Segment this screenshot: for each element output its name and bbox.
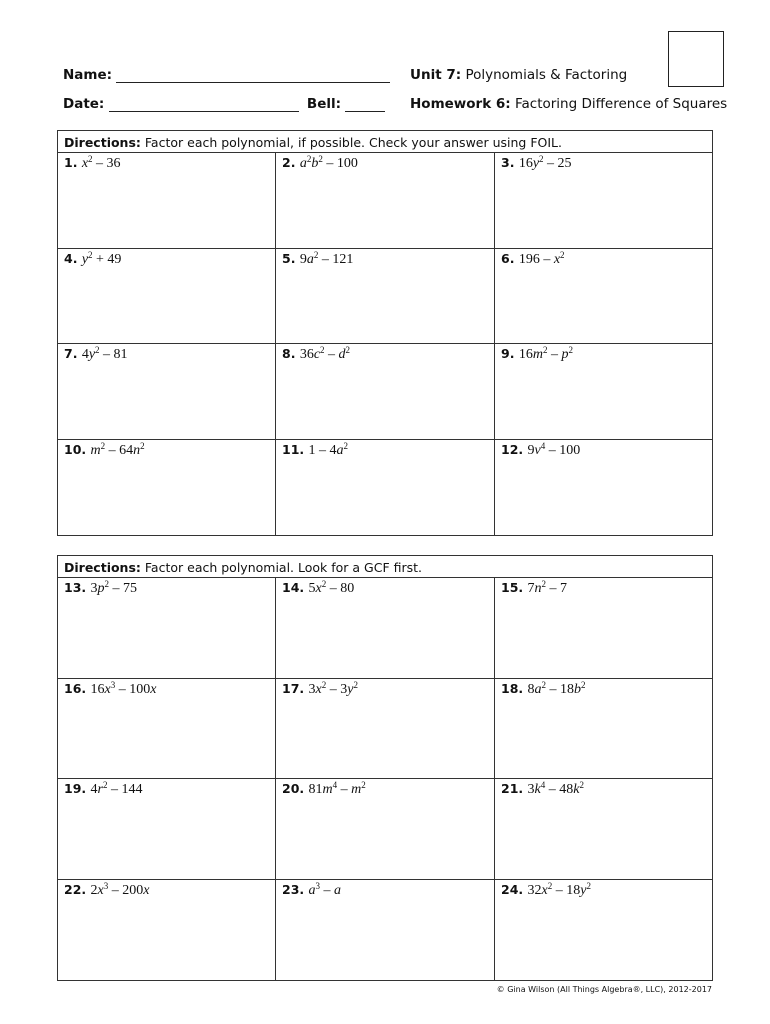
problem-number: 6. bbox=[501, 250, 519, 266]
directions-text: Factor each polynomial. Look for a GCF first. bbox=[144, 560, 423, 575]
problem-expression: $8a^2 - 18b^2$ bbox=[527, 679, 586, 697]
homework-title bbox=[410, 96, 727, 112]
problem-number: 3. bbox=[501, 155, 519, 170]
problem-number: 2. bbox=[282, 155, 300, 170]
problem-number: 23. bbox=[282, 881, 309, 897]
problem-expression: $m^2 - 64n^2$ bbox=[90, 440, 145, 458]
problem-number: 20. bbox=[282, 781, 309, 796]
problem-cell[interactable] bbox=[276, 344, 495, 440]
problem-expression: $196 - x^2$ bbox=[518, 249, 565, 267]
name-row bbox=[63, 67, 390, 83]
problem-number: 17. bbox=[282, 680, 309, 696]
problem-number: 15. bbox=[501, 580, 528, 595]
problem-number: 12. bbox=[501, 441, 528, 457]
problem-number: 7. bbox=[64, 346, 82, 361]
homework-label: Homework 6: bbox=[410, 96, 511, 112]
problem-grid-1 bbox=[58, 153, 712, 535]
problem-expression: $3x^2 - 3y^2$ bbox=[308, 679, 358, 697]
problem-expression: $y^2 + 49$ bbox=[81, 249, 122, 267]
problem-cell[interactable] bbox=[58, 440, 276, 536]
unit-name: Polynomials & Factoring bbox=[465, 67, 628, 83]
problem-cell[interactable] bbox=[276, 440, 495, 536]
problem-expression: $5x^2 - 80$ bbox=[308, 579, 355, 596]
homework-name: Factoring Difference of Squares bbox=[514, 96, 728, 112]
problem-expression: $9a^2 - 121$ bbox=[299, 249, 354, 267]
problem-cell[interactable] bbox=[495, 249, 712, 345]
section-2-table bbox=[57, 555, 713, 981]
unit-label: Unit 7: bbox=[410, 67, 462, 83]
problem-cell[interactable] bbox=[495, 153, 712, 249]
problem-cell[interactable] bbox=[495, 440, 712, 536]
problem-expression: $a^2b^2 - 100$ bbox=[299, 154, 358, 171]
problem-cell[interactable] bbox=[495, 779, 712, 880]
problem-cell[interactable] bbox=[276, 153, 495, 249]
problem-expression: $a^3$ – a bbox=[308, 880, 341, 898]
problem-number: 1. bbox=[64, 155, 82, 170]
section-1-directions bbox=[58, 131, 712, 153]
problem-number: 4. bbox=[64, 250, 82, 266]
problem-number: 21. bbox=[501, 781, 528, 796]
problem-cell[interactable] bbox=[58, 679, 276, 780]
problem-cell[interactable] bbox=[495, 880, 712, 981]
problem-number: 13. bbox=[64, 580, 91, 595]
problem-number: 9. bbox=[501, 346, 519, 361]
problem-number: 8. bbox=[282, 346, 300, 361]
problem-number: 16. bbox=[64, 680, 91, 696]
problem-cell[interactable] bbox=[276, 578, 495, 679]
problem-number: 18. bbox=[501, 680, 528, 696]
problem-cell[interactable] bbox=[276, 249, 495, 345]
problem-expression: $16m^2 - p^2$ bbox=[518, 345, 573, 362]
problem-number: 10. bbox=[64, 441, 91, 457]
directions-text: Factor each polynomial, if possible. Check your answer using FOIL. bbox=[144, 135, 562, 150]
problem-number: 22. bbox=[64, 881, 91, 897]
problem-expression: $4r^2 - 144$ bbox=[90, 780, 143, 797]
problem-cell[interactable] bbox=[58, 779, 276, 880]
problem-cell[interactable] bbox=[58, 880, 276, 981]
bell-field[interactable] bbox=[345, 97, 385, 112]
date-field[interactable] bbox=[109, 97, 299, 112]
problem-number: 11. bbox=[282, 441, 309, 457]
problem-cell[interactable] bbox=[58, 153, 276, 249]
problem-expression: $9v^4 - 100$ bbox=[527, 440, 581, 458]
problem-grid-2 bbox=[58, 578, 712, 980]
problem-expression: $36c^2 - d^2$ bbox=[299, 345, 351, 362]
section-2-directions bbox=[58, 556, 712, 578]
problem-cell[interactable] bbox=[495, 344, 712, 440]
date-label: Date: bbox=[63, 96, 105, 112]
problem-expression: $4y^2 - 81$ bbox=[81, 345, 128, 362]
problem-expression: $2x^3 - 200x$ bbox=[90, 880, 150, 898]
section-1-table bbox=[57, 130, 713, 536]
problem-cell[interactable] bbox=[495, 679, 712, 780]
date-row bbox=[63, 96, 385, 112]
problem-number: 5. bbox=[282, 250, 300, 266]
problem-cell[interactable] bbox=[276, 880, 495, 981]
problem-expression: $3p^2 - 75$ bbox=[90, 579, 137, 596]
unit-title bbox=[410, 67, 627, 83]
problem-expression: $3k^4 - 48k^2$ bbox=[527, 780, 584, 797]
copyright-footer: © Gina Wilson (All Things Algebra®, LLC), 2012-2017 bbox=[496, 985, 712, 994]
problem-expression: $81m^4 - m^2$ bbox=[308, 780, 366, 797]
problem-number: 24. bbox=[501, 881, 528, 897]
problem-expression: $16y^2 - 25$ bbox=[518, 154, 572, 171]
score-box[interactable] bbox=[668, 31, 724, 87]
directions-label: Directions: bbox=[64, 135, 141, 150]
problem-cell[interactable] bbox=[58, 249, 276, 345]
problem-expression: $1 - 4a^2$ bbox=[308, 440, 348, 458]
problem-expression: $32x^2 - 18y^2$ bbox=[527, 880, 591, 898]
problem-cell[interactable] bbox=[495, 578, 712, 679]
name-field[interactable] bbox=[116, 68, 390, 83]
problem-cell[interactable] bbox=[58, 578, 276, 679]
problem-cell[interactable] bbox=[276, 679, 495, 780]
problem-expression: $16x^3 - 100x$ bbox=[90, 679, 157, 697]
directions-label: Directions: bbox=[64, 560, 141, 575]
problem-expression: $x^2 - 36$ bbox=[81, 154, 121, 171]
problem-number: 19. bbox=[64, 781, 91, 796]
problem-cell[interactable] bbox=[276, 779, 495, 880]
problem-cell[interactable] bbox=[58, 344, 276, 440]
name-label: Name: bbox=[63, 67, 113, 83]
problem-number: 14. bbox=[282, 580, 309, 595]
problem-expression: $7n^2 - 7$ bbox=[527, 579, 567, 596]
bell-label: Bell: bbox=[306, 96, 342, 112]
